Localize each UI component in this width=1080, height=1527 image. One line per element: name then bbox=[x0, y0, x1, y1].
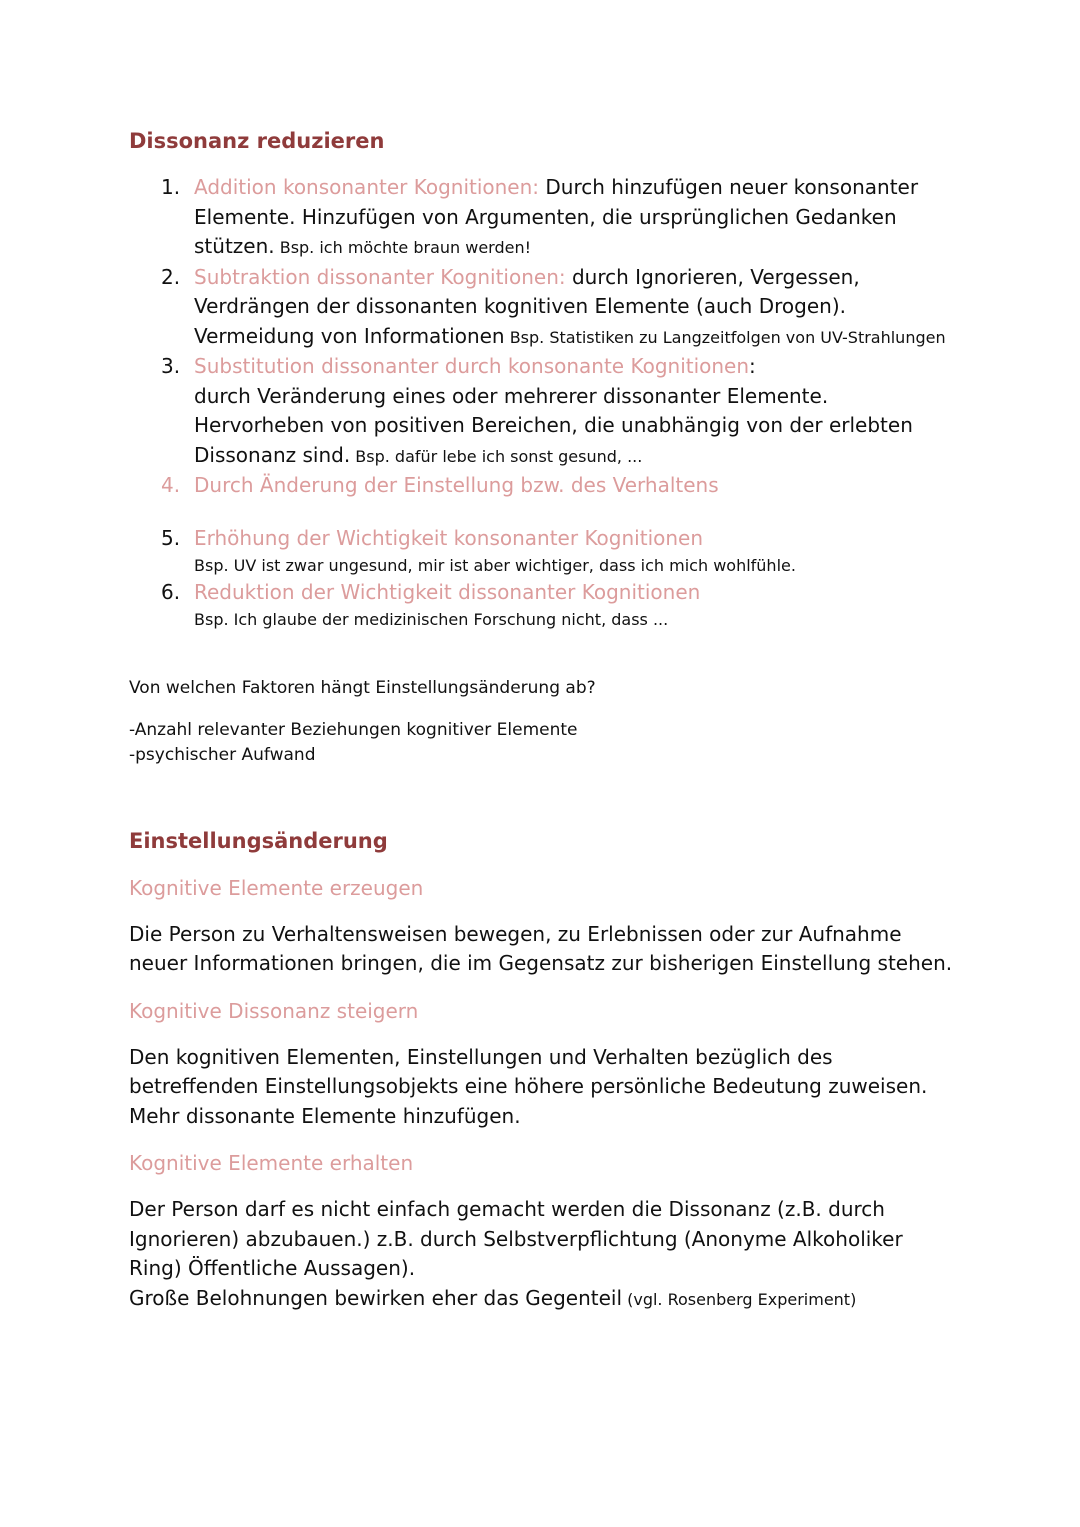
document-page bbox=[129, 126, 959, 1314]
reduction-strategies-list bbox=[129, 173, 959, 633]
list-item bbox=[129, 173, 959, 263]
factors-question: Von welchen Faktoren hängt Einstellungsänderung ab? bbox=[129, 677, 596, 698]
list-item-title: Reduktion der Wichtigkeit dissonanter Kognitionen bbox=[194, 579, 701, 604]
list-item bbox=[129, 471, 959, 501]
list-item-example: Bsp. Statistiken zu Langzeitfolgen von UV-Strahlungen bbox=[504, 327, 946, 347]
paragraph-reference: (vgl. Rosenberg Experiment) bbox=[622, 1289, 857, 1309]
list-item-example: Bsp. dafür lebe ich sonst gesund, ... bbox=[350, 446, 643, 466]
subheading-elemente-erhalten: Kognitive Elemente erhalten bbox=[129, 1151, 414, 1175]
list-item-title: Addition konsonanter Kognitionen: bbox=[194, 175, 540, 199]
factor-line: -psychischer Aufwand bbox=[129, 744, 316, 765]
list-item-title: Erhöhung der Wichtigkeit konsonanter Kognitionen bbox=[194, 525, 704, 550]
list-item bbox=[129, 352, 959, 471]
list-number: 1. bbox=[161, 175, 181, 199]
list-item-colon: : bbox=[749, 354, 756, 378]
list-item-example: Bsp. ich möchte braun werden! bbox=[274, 238, 532, 257]
list-number: 2. bbox=[161, 264, 181, 289]
list-item-text: durch Veränderung eines oder mehrerer dissonanter Elemente. Hervorheben von positiven Bereichen, die unabhängig von der erlebten Dissonanz sind. bbox=[194, 383, 913, 467]
list-number: 6. bbox=[161, 579, 181, 604]
list-item-title: Durch Änderung der Einstellung bzw. des Verhaltens bbox=[194, 473, 719, 497]
subheading-elemente-erzeugen: Kognitive Elemente erzeugen bbox=[129, 875, 424, 900]
heading-dissonanz-reduzieren: Dissonanz reduzieren bbox=[129, 129, 385, 153]
heading-einstellungsaenderung: Einstellungsänderung bbox=[129, 828, 388, 853]
paragraph bbox=[129, 1284, 959, 1315]
list-item-title: Subtraktion dissonanter Kognitionen: bbox=[194, 264, 566, 289]
paragraph: Die Person zu Verhaltensweisen bewegen, zu Erlebnissen oder zur Aufnahme neuer Informationen bringen, die im Gegensatz zur bisherigen Einstellung stehen. bbox=[129, 921, 953, 975]
list-item-example: Bsp. Ich glaube der medizinischen Forschung nicht, dass ... bbox=[194, 609, 669, 629]
factor-line: -Anzahl relevanter Beziehungen kognitiver Elemente bbox=[129, 719, 578, 740]
list-item-text: Durch hinzufügen neuer konsonanter Elemente. Hinzufügen von Argumenten, die ursprünglichen Gedanken stützen. bbox=[194, 175, 919, 258]
list-item bbox=[129, 525, 959, 579]
list-number: 5. bbox=[161, 525, 181, 550]
list-item-title: Substitution dissonanter durch konsonante Kognitionen bbox=[194, 354, 750, 378]
paragraph: Der Person darf es nicht einfach gemacht werden die Dissonanz (z.B. durch Ignorieren) abzubauen.) z.B. durch Selbstverpflichtung (Anonyme Alkoholiker Ring) Öffentliche Aussagen). bbox=[129, 1197, 903, 1280]
list-item-example: Bsp. UV ist zwar ungesund, mir ist aber wichtiger, dass ich mich wohlfühle. bbox=[194, 555, 796, 575]
list-item-text: durch Ignorieren, Vergessen, Verdrängen der dissonanten kognitiven Elemente (auch Drogen). Vermeidung von Informationen bbox=[194, 264, 860, 348]
list-number: 4. bbox=[161, 473, 181, 497]
list-item bbox=[129, 263, 959, 353]
subheading-dissonanz-steigern: Kognitive Dissonanz steigern bbox=[129, 998, 419, 1023]
paragraph: Den kognitiven Elementen, Einstellungen und Verhalten bezüglich des betreffenden Einstellungsobjekts eine höhere persönliche Bedeutung zuweisen. Mehr dissonante Elemente hinzufügen. bbox=[129, 1044, 928, 1128]
paragraph-text: Große Belohnungen bewirken eher das Gegenteil bbox=[129, 1285, 623, 1310]
list-number: 3. bbox=[161, 354, 181, 378]
list-item bbox=[129, 579, 959, 633]
